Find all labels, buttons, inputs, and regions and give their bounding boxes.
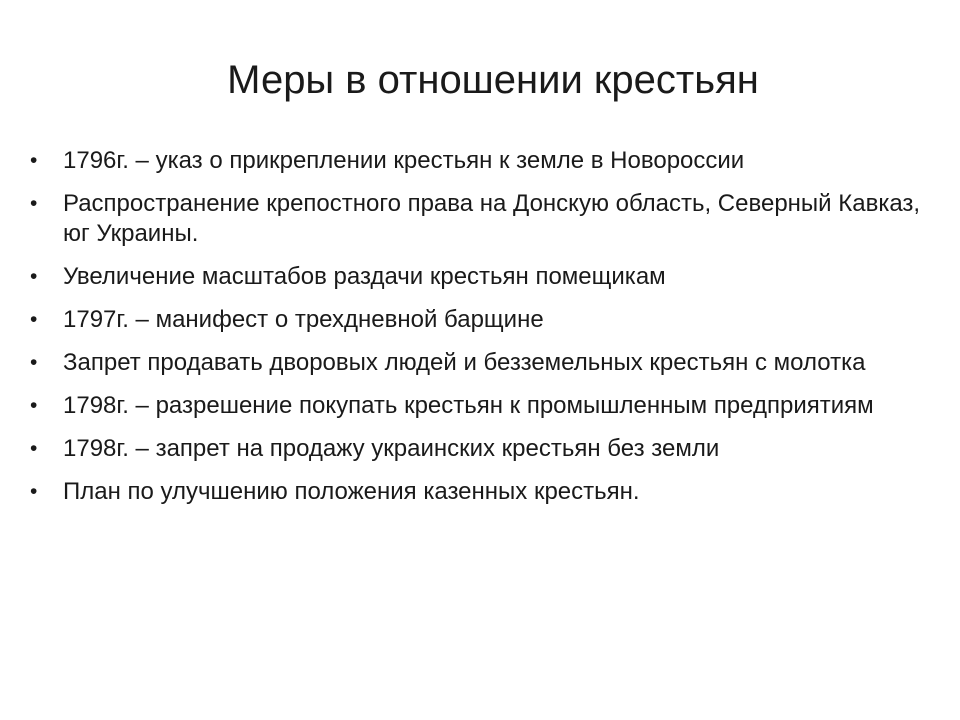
bullet-text: 1798г. – запрет на продажу украинских крестьян без земли bbox=[63, 435, 720, 462]
bullet-icon: • bbox=[30, 308, 38, 331]
bullet-item bbox=[30, 189, 930, 249]
bullet-icon: • bbox=[30, 351, 38, 374]
bullet-text: 1798г. – разрешение покупать крестьян к промышленным предприятиям bbox=[63, 392, 874, 419]
bullet-icon: • bbox=[30, 192, 38, 215]
bullet-icon: • bbox=[30, 437, 38, 460]
bullet-text: Распространение крепостного права на Донскую область, Северный Кавказ, юг Украины. bbox=[63, 190, 921, 247]
bullet-icon: • bbox=[30, 265, 38, 288]
bullet-icon: • bbox=[30, 480, 38, 503]
bullet-item bbox=[30, 391, 930, 421]
bullet-item bbox=[30, 262, 930, 292]
bullet-text: 1796г. – указ о прикреплении крестьян к земле в Новороссии bbox=[63, 147, 745, 174]
bullet-text: Запрет продавать дворовых людей и безземельных крестьян с молотка bbox=[63, 349, 866, 376]
bullet-text: 1797г. – манифест о трехдневной барщине bbox=[63, 306, 544, 333]
bullet-item bbox=[30, 434, 930, 464]
bullet-icon: • bbox=[30, 394, 38, 417]
bullet-text: План по улучшению положения казенных крестьян. bbox=[63, 478, 640, 505]
bullet-item bbox=[30, 146, 930, 176]
bullet-item bbox=[30, 348, 930, 378]
slide-title: Меры в отношении крестьян bbox=[227, 58, 759, 102]
bullet-list bbox=[30, 146, 930, 520]
bullet-icon: • bbox=[30, 149, 38, 172]
bullet-item bbox=[30, 477, 930, 507]
bullet-text: Увеличение масштабов раздачи крестьян помещикам bbox=[63, 263, 666, 290]
bullet-item bbox=[30, 305, 930, 335]
